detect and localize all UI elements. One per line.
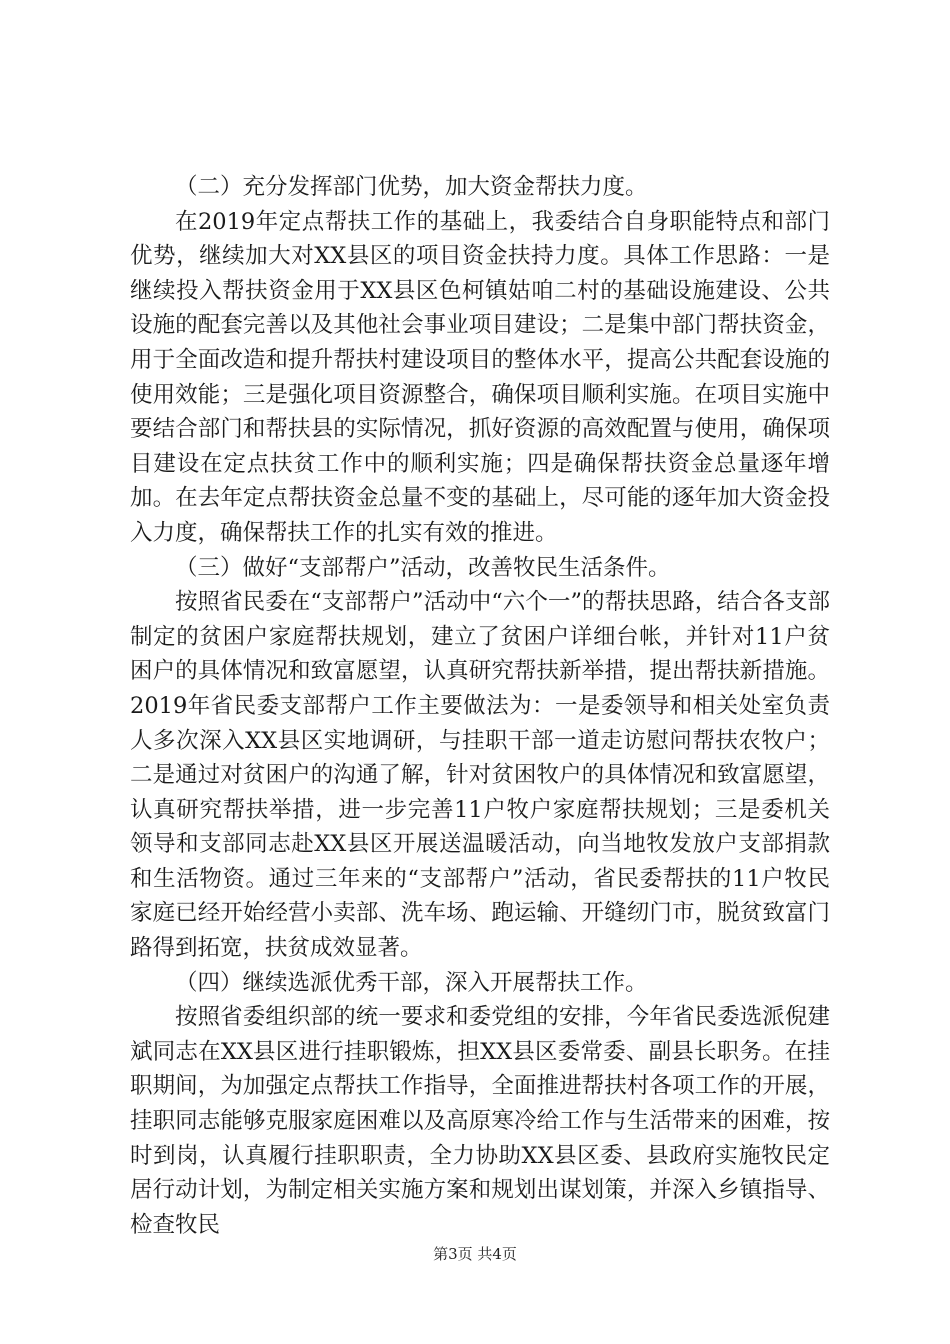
document-body [130, 170, 830, 1242]
paragraph-cadre: 按照省委组织部的统一要求和委党组的安排，今年省民委选派倪建斌同志在XX县区进行挂职锻炼，担XX县区委常委、副县长职务。在挂职期间，为加强定点帮扶工作指导，全面推进帮扶村各项工作的开展，挂职同志能够克服家庭困难以及高原寒冷给工作与生活带来的困难，按时到岗，认真履行挂职职责，全力协助XX县区委、县政府实施牧民定居行动计划，为制定相关实施方案和规划出谋划策，并深入乡镇指导、检查牧民 [130, 1004, 830, 1238]
paragraph-branch-help: 按照省民委在“支部帮户”活动中“六个一”的帮扶思路，结合各支部制定的贫困户家庭帮扶规划，建立了贫困户详细台帐，并针对11户贫困户的具体情况和致富愿望，认真研究帮扶新举措，提出帮扶新措施。2019年省民委支部帮户工作主要做法为：一是委领导和相关处室负责人多次深入XX县区实地调研，与挂职干部一道走访慰问帮扶农牧户；二是通过对贫困户的沟通了解，针对贫困牧户的具体情况和致富愿望，认真研究帮扶举措，进一步完善11户牧户家庭帮扶规划；三是委机关领导和支部同志赴XX县区开展送温暖活动，向当地牧发放户支部捐款和生活物资。通过三年来的“支部帮户”活动，省民委帮扶的11户牧民家庭已经开始经营小卖部、洗车场、跑运输、开缝纫门市，脱贫致富门路得到拓宽，扶贫成效显著。 [130, 589, 830, 962]
section-heading-2: （二）充分发挥部门优势，加大资金帮扶力度。 [175, 174, 648, 200]
section-heading-3: （三）做好“支部帮户”活动，改善牧民生活条件。 [175, 554, 671, 581]
paragraph-funding: 在2019年定点帮扶工作的基础上，我委结合自身职能特点和部门优势，继续加大对XX县区的项目资金扶持力度。具体工作思路：一是继续投入帮扶资金用于XX县区色柯镇姑咱二村的基础设施建设、公共设施的配套完善以及其他社会事业项目建设；二是集中部门帮扶资金，用于全面改造和提升帮扶村建设项目的整体水平，提高公共配套设施的使用效能；三是强化项目资源整合，确保项目顺利实施。在项目实施中要结合部门和帮扶县的实际情况，抓好资源的高效配置与使用，确保项目建设在定点扶贫工作中的顺利实施；四是确保帮扶资金总量逐年增加。在去年定点帮扶资金总量不变的基础上，尽可能的逐年加大资金投入力度，确保帮扶工作的扎实有效的推进。 [130, 208, 830, 546]
page-footer: 第3页 共4页 [433, 1245, 517, 1263]
section-heading-4: （四）继续选派优秀干部，深入开展帮扶工作。 [175, 969, 648, 996]
